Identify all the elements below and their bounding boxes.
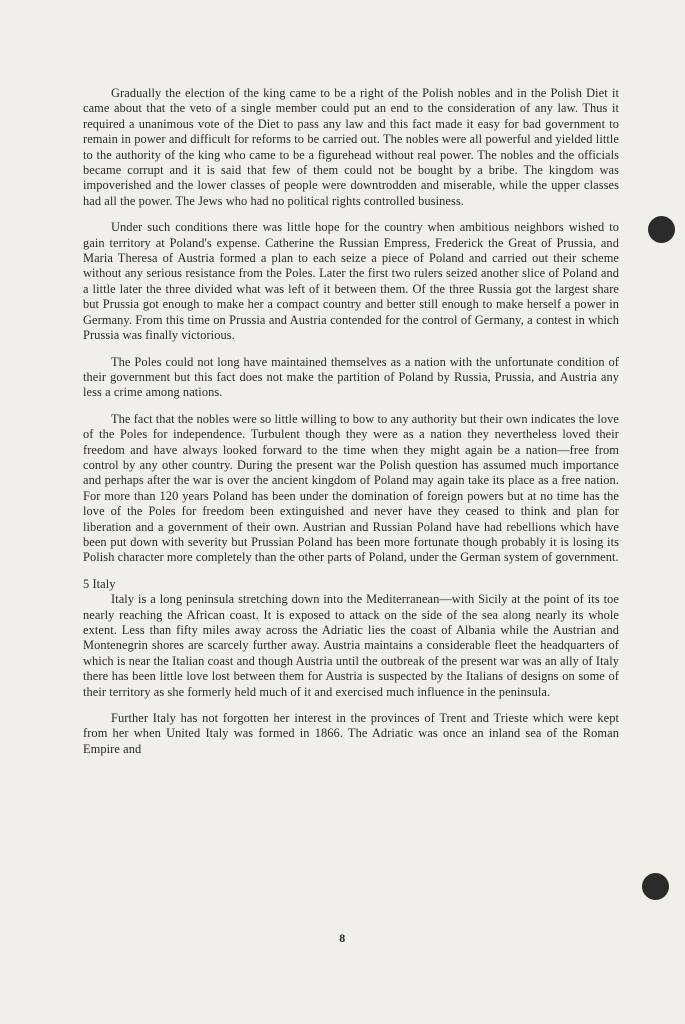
binder-hole-icon (642, 873, 669, 900)
paragraph-love-of-independence: The fact that the nobles were so little willing to bow to any authority but their own indicates the love of the Poles for independence. Turbulent though they were as a nation they nevertheless loved their freedom and have always looked forward to the time when they might again be a nation—free from control by any other country. During the present war the Polish question has assumed much importance and perhaps after the war is over the ancient kingdom of Poland may again take its place as a free nation. For more than 120 years Poland has been under the domination of foreign powers but at no time has the love of the Poles for freedom been extinguished and never have they ceased to think and plan for liberation and a government of their own. Austrian and Russian Poland have had rebellions which have been put down with severity but Prussian Poland has been more fortunate though probably it is losing its Polish character more completely than the other parts of Poland, under the German system of government. (83, 411, 619, 565)
section-heading-italy: 5 Italy (83, 576, 116, 591)
page-body (83, 86, 619, 768)
paragraph-trent-trieste: Further Italy has not forgotten her interest in the provinces of Trent and Trieste which were kept from her when United Italy was formed in 1866. The Adriatic was once an inland sea of the Roman Empire and (83, 711, 619, 756)
paragraph-partition: Under such conditions there was little hope for the country when ambitious neighbors wished to gain territory at Poland's expense. Catherine the Russian Empress, Frederick the Great of Prussia, and Maria Theresa of Austria formed a plan to each seize a piece of Poland and carried out their scheme without any serious resistance from the Poles. Later the first two rulers seized another slice of Poland and a little later the three divided what was left of it between them. Of the three Russia got the largest share but Prussia got enough to make her a compact country and better still enough to make herself a power in Germany. From this time on Prussia and Austria contended for the control of Germany, a contest in which Prussia was finally victorious. (83, 220, 619, 343)
page-number: 8 (339, 931, 346, 945)
paragraph-polish-diet: Gradually the election of the king came to be a right of the Polish nobles and in the Polish Diet it came about that the veto of a single member could put an end to the consideration of any law. Thus it required a unanimous vote of the Diet to pass any law and this fact made it easy for bad government to remain in power and difficult for reforms to be carried out. The nobles were all powerful and yielded little to the authority of the king who came to be a figurehead without real power. The nobles and the officials became corrupt and it is said that few of them could not be bought by a bribe. The kingdom was impoverished and the lower classes of people were downtrodden and miserable, while the upper classes had all the power. The Jews who had no political rights controlled business. (83, 86, 619, 208)
paragraph-italy-peninsula: Italy is a long peninsula stretching down into the Mediterranean—with Sicily at the point of its toe nearly reaching the African coast. It is exposed to attack on the side of the sea along nearly its whole extent. Less than fifty miles away across the Adriatic lies the coast of Albania while the Austrian and Montenegrin shores are scarcely further away. Austria maintains a considerable fleet the headquarters of which is near the Italian coast and though Austria until the outbreak of the present war was an ally of Italy there has been little love lost between them for Austria is suspected by the Italians of designs on some of their territory as she formerly held much of it and exercised much influence in the peninsula. (83, 592, 619, 699)
paragraph-crime-among-nations: The Poles could not long have maintained themselves as a nation with the unfortunate condition of their government but this fact does not make the partition of Poland by Russia, Prussia, and Austria any less a crime among nations. (83, 354, 619, 400)
binder-hole-icon (648, 216, 675, 243)
